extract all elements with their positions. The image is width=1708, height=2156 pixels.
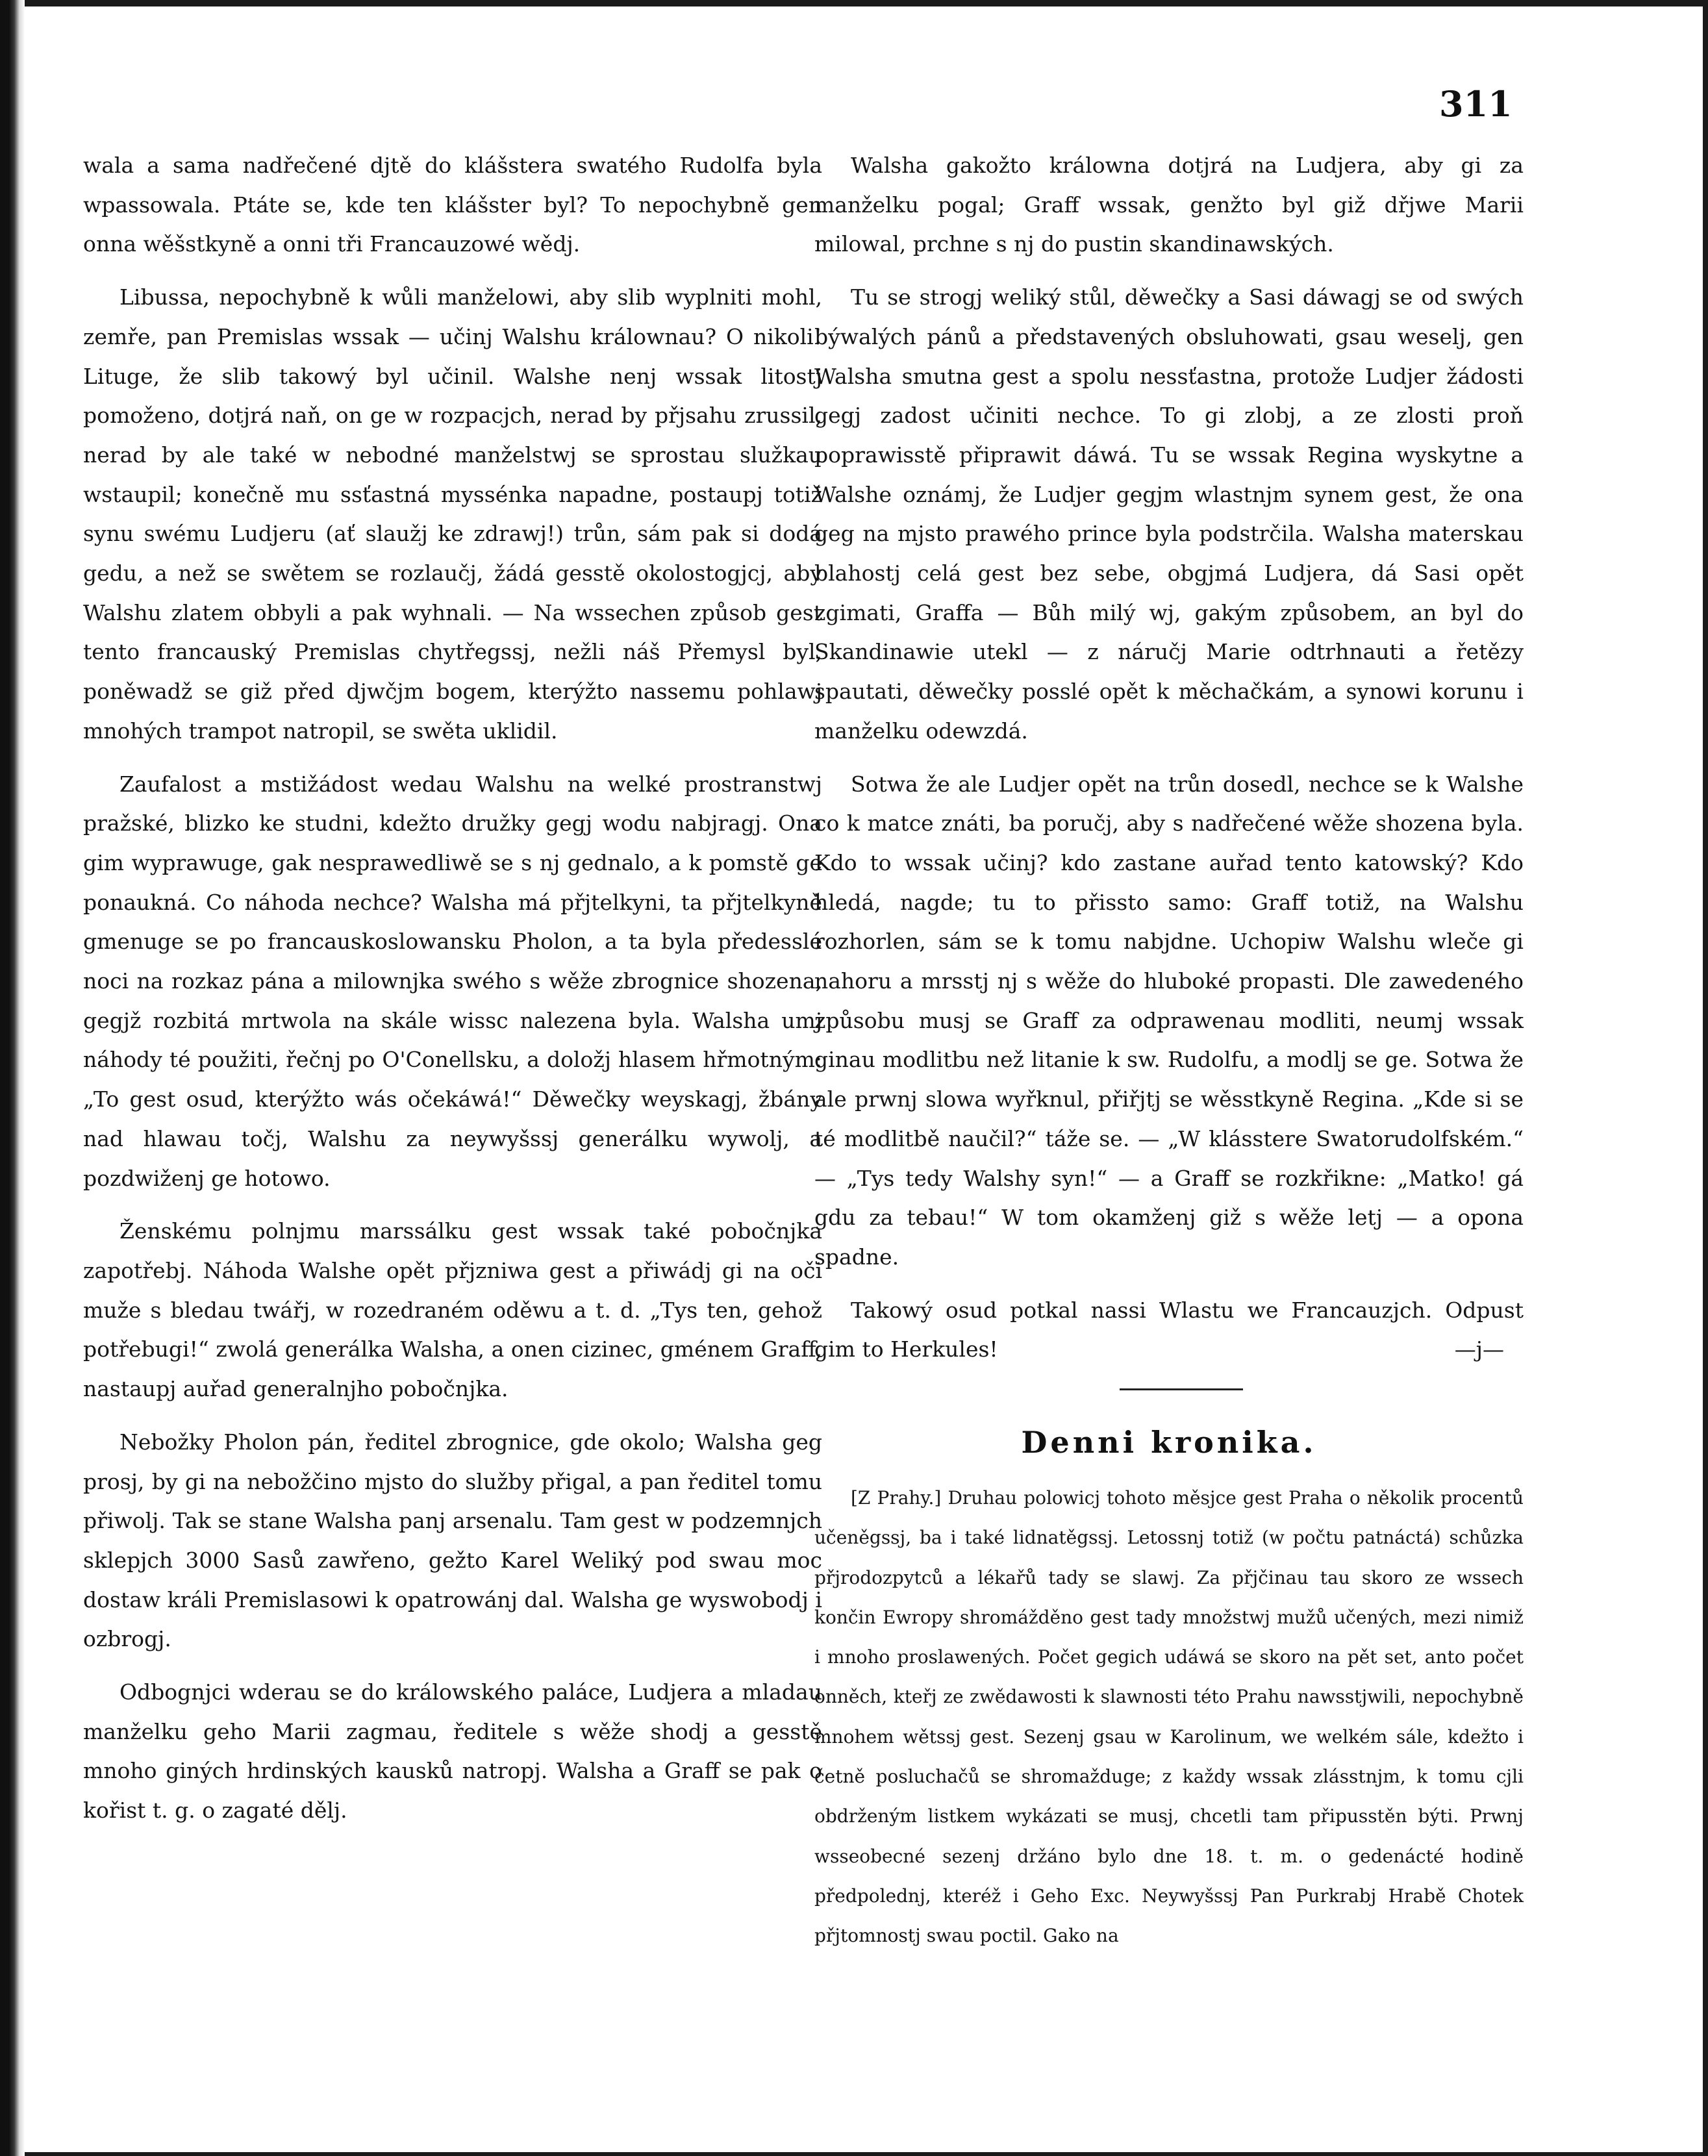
chronicle-paragraph: [Z Prahy.] Druhau polowicj tohoto měsjce gest Praha o několik procentů učeněgssj, ba i také lidnatěgssj. Letossnj totiž (w počtu patnáctá) schůzka přjrodozpytců a lékařů tady se slawj. Za přjčinau tau skoro ze wssech končin Ewropy shromážděno gest tady množstwj mužů učených, mezi nimiž i mnoho proslawených. Počet gegich udáwá se skoro na pět set, anto počet onněch, kteřj ze zwědawosti k slawnosti této Prahu nawsstjwili, nepochybně mnohem wětssj gest. Sezenj gsau w Karolinum, we welkém sále, kdežto i četně posluchačů se shromažduge; z každy wssak zlásstnjm, k tomu cjli obdrženým listkem wykázati se musj, chcetli tam připusstěn býti. Prwnj wsseobecné sezenj držáno bylo dne 18. t. m. o gedenácté hodině předpolednj, kteréž i Geho Exc. Neywyšssj Pan Purkrabj Hrabě Chotek přjtomnostj swau poctil. Gako na <box>814 1487 1524 1947</box>
left-paragraph-3: Zaufalost a mstižádost wedau Walshu na welké prostranstwj pražské, blizko ke studni, kdežto družky gegj wodu nabjragj. Ona gim wyprawuge, gak nesprawedliwě se s nj gednalo, a k pomstě ge ponaukná. Co náhoda nechce? Walsha má přjtelkyni, ta přjtelkyně gmenuge se po francauskoslowansku Pholon, a ta byla předesslé noci na rozkaz pána a milownjka swého s wěže zbrognice shozena, gegjž rozbitá mrtwola na skále wissc nalezena byla. Walsha umj náhody té použiti, řečnj po O'Conellsku, a doložj hlasem hřmotným: „To gest osud, kterýžto wás očekáwá!“ Děwečky weyskagj, žbány nad hlawau točj, Walshu za neywyšssj generálku wywolj, a pozdwiženj ge hotowo. <box>83 771 822 1191</box>
chronicle-heading: Denni kronika. <box>1021 1425 1317 1460</box>
chronicle-body <box>814 1478 1524 1956</box>
scan-left-edge <box>0 0 25 2156</box>
right-column <box>814 146 1524 1383</box>
left-paragraph-6: Odbognjci wderau se do králowského paláce, Ludjera a mladau manželku geho Marii zagmau, ředitele s wěže shodj a gesstě mnoho giných hrdinských kausků natropj. Walsha a Graff se pak o kořist t. g. o zagaté dělj. <box>83 1679 822 1824</box>
left-paragraph-2: Libussa, nepochybně k wůli manželowi, aby slib wyplniti mohl, zemře, pan Premislas wssak — učinj Walshu králownau? O nikoli! Lituge, že slib takowý byl učinil. Walshe nenj wssak litostj pomoženo, dotjrá naň, on ge w rozpacjch, nerad by přjsahu zrussil, nerad by ale také w nebodné manželstwj se sprostau služkau wstaupil; konečně mu ssťastná myssénka napadne, postaupj totiž synu swému Ludjeru (ať slaužj ke zdrawj!) trůn, sám pak si dodá gedu, a než se swětem se rozlaučj, žádá gesstě okolostogjcj, aby Walshu zlatem obbyli a pak wyhnali. — Na wssechen způsob gest tento francauský Premislas chytřegssj, nežli náš Přemysl byl, poněwadž se giž před djwčjm bogem, kterýžto nassemu pohlawj mnohých trampot natropil, se swěta uklidil. <box>83 284 822 744</box>
right-paragraph-4 <box>814 1291 1524 1370</box>
left-paragraph-1: wala a sama nadřečené djtě do klášstera swatého Rudolfa byla wpassowala. Ptáte se, kde ten klášster byl? To nepochybně gen onna wěšstkyně a onni tři Francauzowé wědj. <box>83 153 822 257</box>
left-paragraph-5: Nebožky Pholon pán, ředitel zbrognice, gde okolo; Walsha geg prosj, by gi na nebožčino mjsto do služby přigal, a pan ředitel tomu přiwolj. Tak se stane Walsha panj arsenalu. Tam gest w podzemnjch sklepjch 3000 Sasů zawřeno, gežto Karel Weliký pod swau moc dostaw králi Premislasowi k opatrowánj dal. Walsha ge wyswobodj i ozbrogj. <box>83 1429 822 1652</box>
closing-text: Takowý osud potkal nassi Wlastu we Francauzjch. Odpust gim to Herkules! <box>814 1297 1524 1362</box>
left-paragraph-4: Ženskému polnjmu marssálku gest wssak také pobočnjka zapotřebj. Náhoda Walshe opět přjzniwa gest a přiwádj gi na oči muže s bledau twářj, w rozedraném oděwu a t. d. „Tys ten, gehož potřebugi!“ zwolá generálka Walsha, a onen cizinec, gménem Graff, nastaupj auřad generalnjho pobočnjka. <box>83 1218 822 1402</box>
right-paragraph-2: Tu se strogj weliký stůl, děwečky a Sasi dáwagj se od swých býwalých pánů a představených obsluhowati, gsau weselj, gen Walsha smutna gest a spolu nessťastna, protože Ludjer žádosti gegj zadost učiniti nechce. To gi zlobj, a ze zlosti proň poprawisstě připrawit dáwá. Tu se wssak Regina wyskytne a Walshe oznámj, že Ludjer gegjm wlastnjm synem gest, že ona geg na mjsto prawého prince byla podstrčila. Walsha materskau blahostj celá gest bez sebe, obgjmá Ludjera, dá Sasi opět zgimati, Graffa — Bůh milý wj, gakým způsobem, an byl do Skandinawie utekl — z náručj Marie odtrhnauti a řetězy spautati, děwečky posslé opět k měchačkám, a synowi korunu i manželku odewzdá. <box>814 284 1524 744</box>
right-paragraph-1: Walsha gakožto králowna dotjrá na Ludjera, aby gi za manželku pogal; Graff wssak, genžto byl giž dřjwe Marii milowal, prchne s nj do pustin skandinawských. <box>814 153 1524 257</box>
page-number: 311 <box>1439 83 1513 125</box>
author-signature: —j— <box>1454 1336 1504 1362</box>
left-column <box>83 146 822 1844</box>
section-divider <box>1120 1388 1243 1390</box>
right-paragraph-3: Sotwa že ale Ludjer opět na trůn dosedl, nechce se k Walshe co k matce znáti, ba poručj, aby s nadřečené wěže shozena byla. Kdo to wssak učinj? kdo zastane auřad tento katowský? Kdo hledá, nagde; tu to přissto samo: Graff totiž, na Walshu rozhorlen, sám se k tomu nabjdne. Uchopiw Walshu wleče gi nahoru a mrsstj nj s wěže do hluboké propasti. Dle zawedeného způsobu musj se Graff za odprawenau modliti, neumj wssak ginau modlitbu než litanie k sw. Rudolfu, a modlj se ge. Sotwa že ale prwnj slowa wyřknul, přiřjtj se wěsstkyně Regina. „Kde si se té modlitbě naučil?“ táže se. — „W klásstere Swatorudolfském.“ — „Tys tedy Walshy syn!“ — a Graff se rozkřikne: „Matko! gá gdu za tebau!“ W tom okamženj giž s wěže letj — a opona spadne. <box>814 771 1524 1270</box>
